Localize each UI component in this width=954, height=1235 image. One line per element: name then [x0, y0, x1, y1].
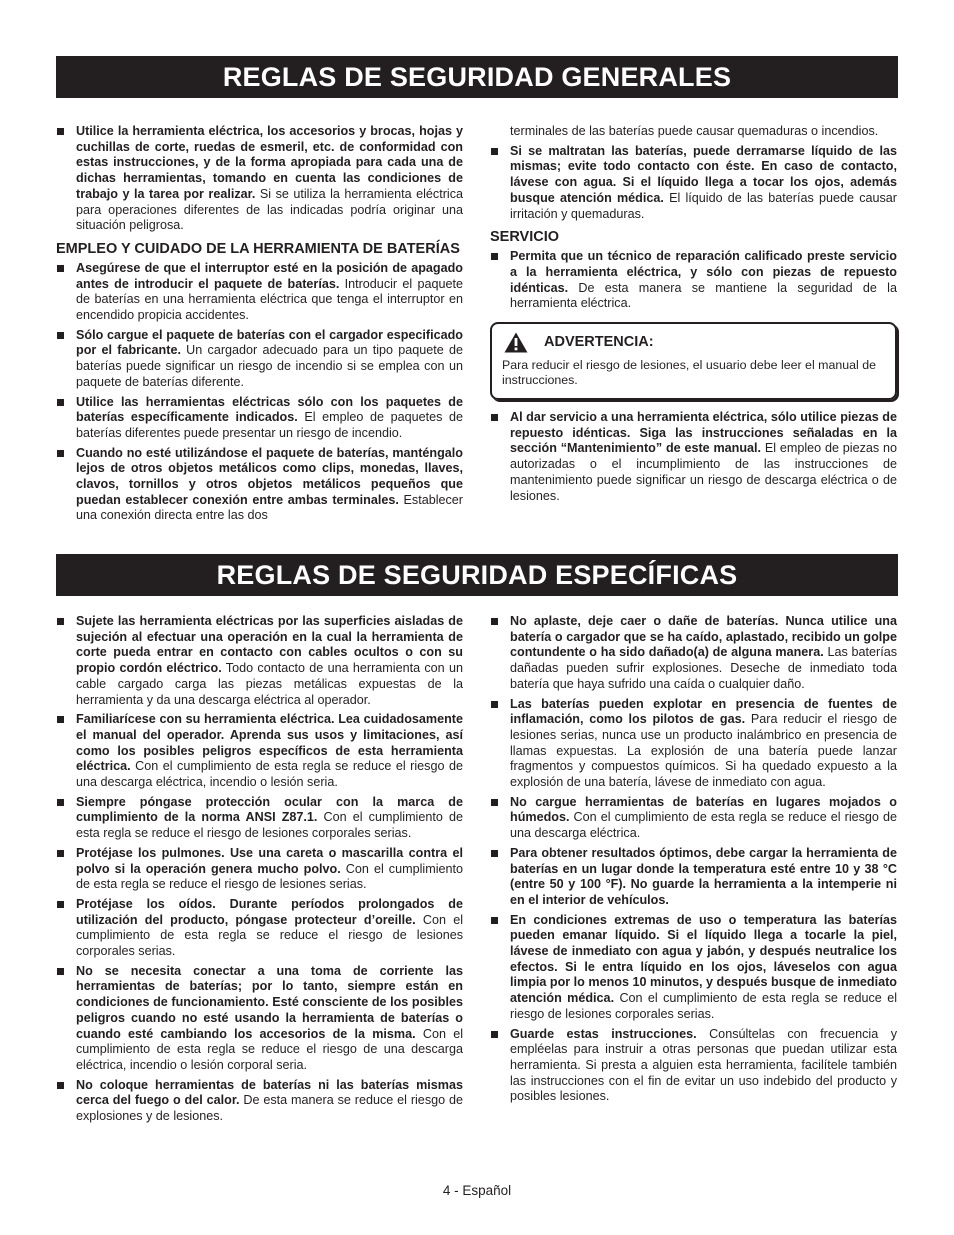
specific-right-column: [490, 614, 897, 1109]
square-bullet-icon: [57, 901, 64, 908]
list-item: Sólo cargue el paquete de baterías con el cargador especificado por el fabricante. Un cargador adecuado para un tipo paquete de baterías puede significar un riesgo de incendio si se emplea con un paquete de baterías diferente.: [56, 328, 463, 391]
section-title-general: REGLAS DE SEGURIDAD GENERALES: [56, 56, 898, 98]
square-bullet-icon: [57, 850, 64, 857]
warning-triangle-icon: [504, 332, 528, 353]
square-bullet-icon: [491, 799, 498, 806]
section-heading-service: SERVICIO: [490, 229, 560, 246]
square-bullet-icon: [57, 799, 64, 806]
list-item: Protéjase los pulmones. Use una careta o mascarilla contra el polvo si la operación genera mucho polvo. Con el cumplimiento de esta regla se reduce el riesgo de lesiones serias.: [56, 846, 463, 893]
square-bullet-icon: [57, 968, 64, 975]
square-bullet-icon: [491, 148, 498, 155]
square-bullet-icon: [491, 253, 498, 260]
specific-left-column: [56, 614, 463, 1129]
list-item: Protéjase los oídos. Durante períodos prolongados de utilización del producto, póngase protecteur d’oreille. Con el cumplimiento de esta regla se reduce el riesgo de lesiones corporales serias.: [56, 897, 463, 960]
list-item: Siempre póngase protección ocular con la marca de cumplimiento de la norma ANSI Z87.1. Con el cumplimiento de esta regla se reduce el riesgo de lesiones corporales serias.: [56, 795, 463, 842]
square-bullet-icon: [57, 265, 64, 272]
section-heading-battery-use: EMPLEO Y CUIDADO DE LA HERRAMIENTA DE BATERÍAS: [56, 240, 460, 257]
square-bullet-icon: [57, 1082, 64, 1089]
square-bullet-icon: [491, 850, 498, 857]
list-item: No cargue herramientas de baterías en lugares mojados o húmedos. Con el cumplimiento de esta regla se reduce el riesgo de una descarga eléctrica.: [490, 795, 897, 842]
list-item: Guarde estas instrucciones. Consúltelas con frecuencia y empléelas para instruir a otras personas que puedan utilizar esta herramienta. Si presta a alguien esta herramienta, facilítele también las instrucciones con el fin de evitar un uso indebido del producto y posibles lesiones.: [490, 1027, 897, 1106]
continued-text: terminales de las baterías puede causar quemaduras o incendios.: [510, 124, 879, 138]
square-bullet-icon: [57, 128, 64, 135]
list-item: No coloque herramientas de baterías ni las baterías mismas cerca del fuego o del calor. De esta manera se reduce el riesgo de explosiones y de lesiones.: [56, 1078, 463, 1125]
list-item: Sujete las herramienta eléctricas por las superficies aisladas de sujeción al efectuar una operación en la cual la herramienta de corte pueda entrar en contacto con cables ocultos o con su propio cordón eléctrico. Todo contacto de una herramienta con un cable cargado carga las piezas metálicas expuestas de la herramienta y da una descarga eléctrica al operador.: [56, 614, 463, 708]
square-bullet-icon: [57, 332, 64, 339]
square-bullet-icon: [57, 450, 64, 457]
section-title-specific: REGLAS DE SEGURIDAD ESPECÍFICAS: [56, 554, 898, 596]
square-bullet-icon: [57, 399, 64, 406]
list-item: Si se maltratan las baterías, puede derramarse líquido de las mismas; evite todo contacto con éste. En caso de contacto, lávese con agua. Si el líquido llega a tocar los ojos, además busque atención médica. El líquido de las baterías puede causar irritación y quemaduras.: [490, 144, 897, 223]
square-bullet-icon: [491, 414, 498, 421]
square-bullet-icon: [491, 1031, 498, 1038]
general-right-column: [490, 124, 897, 508]
list-item: Familiarícese con su herramienta eléctrica. Lea cuidadosamente el manual del operador. Aprenda sus usos y limitaciones, así como los posibles peligros específicos de esta herramienta eléctrica. Con el cumplimiento de esta regla se reduce el riesgo de una descarga eléctrica, incendio o lesión seria.: [56, 712, 463, 791]
list-item: No se necesita conectar a una toma de corriente las herramientas de baterías; por lo tanto, siempre están en condiciones de funcionamiento. Esté consciente de los posibles peligros cuando no esté usando la herramienta de baterías o cuando esté cambiando los accesorios de la misma. Con el cumplimiento de esta regla se reduce el riesgo de una descarga eléctrica, incendio o lesión corporal seria.: [56, 964, 463, 1074]
square-bullet-icon: [57, 716, 64, 723]
list-item: En condiciones extremas de uso o temperatura las baterías pueden emanar líquido. Si el líquido llega a tocarle la piel, lávese de inmediato con agua y jabón, y después neutralice los efectos. Si le entra líquido en los ojos, láveselos con agua limpia por lo menos 10 minutos, y después busque de inmediato atención médica. Con el cumplimiento de esta regla se reduce el riesgo de lesiones corporales serias.: [490, 913, 897, 1023]
square-bullet-icon: [491, 701, 498, 708]
square-bullet-icon: [491, 917, 498, 924]
list-item: Al dar servicio a una herramienta eléctrica, sólo utilice piezas de repuesto idénticas. Siga las instrucciones señaladas en la sección “Mantenimiento” de este manual. El empleo de piezas no autorizadas o el incumplimiento de las instrucciones de mantenimiento puede significar un riesgo de descarga eléctrica o de lesiones.: [490, 410, 897, 504]
list-item: Utilice la herramienta eléctrica, los accesorios y brocas, hojas y cuchillas de corte, ruedas de esmeril, etc. de conformidad con estas instrucciones, y de la forma apropiada para cada una de dichas herramientas, tomando en cuenta las condiciones de trabajo y la tarea por realizar. Si se utiliza la herramienta eléctrica para operaciones diferentes de las indicadas podría originar una situación peligrosa.: [56, 124, 463, 234]
list-item: Permita que un técnico de reparación calificado preste servicio a la herramienta eléctrica, y sólo con piezas de repuesto idénticas. De esta manera se mantiene la seguridad de la herramienta eléctrica.: [490, 249, 897, 312]
square-bullet-icon: [491, 618, 498, 625]
list-item: Las baterías pueden explotar en presencia de fuentes de inflamación, como los pilotos de gas. Para reducir el riesgo de lesiones serias, nunca use un producto inalámbrico en presencia de llamas expuestas. La explosión de una batería puede lanzar fragmentos y compuestos químicos. Si ha quedado expuesto a la explosión de una batería, lávese de inmediato con agua.: [490, 697, 897, 791]
list-item: Cuando no esté utilizándose el paquete de baterías, manténgalo lejos de otros objetos metálicos como clips, monedas, llaves, clavos, tornillos y otros objetos metálicos pequeños que puedan establecer conexión entre ambas terminales. Establecer una conexión directa entre las dos: [56, 446, 463, 525]
warning-text: Para reducir el riesgo de lesiones, el usuario debe leer el manual de instrucciones.: [502, 358, 877, 388]
list-item: Asegúrese de que el interruptor esté en la posición de apagado antes de introducir el paquete de baterías. Introducir el paquete de baterías en una herramienta eléctrica que tenga el interruptor en encendido propicia accidentes.: [56, 261, 463, 324]
list-item: Utilice las herramientas eléctricas sólo con los paquetes de baterías específicamente indicados. El empleo de paquetes de baterías diferentes puede presentar un riesgo de incendio.: [56, 395, 463, 442]
page-number: 4 - Español: [442, 1183, 512, 1198]
square-bullet-icon: [57, 618, 64, 625]
warning-box: [490, 322, 897, 400]
general-left-column: [56, 124, 463, 528]
list-item: Para obtener resultados óptimos, debe cargar la herramienta de baterías en un lugar donde la temperatura esté entre 10 y 38 °C (entre 50 y 100 °F). No guarde la herramienta a la intemperie ni en el interior de vehículos.: [490, 846, 897, 909]
warning-title: ADVERTENCIA:: [544, 333, 654, 350]
list-item: No aplaste, deje caer o dañe de baterías. Nunca utilice una batería o cargador que se ha caído, aplastado, recibido un golpe contundente o ha sido dañado(a) de alguna manera. Las baterías dañadas pueden sufrir explosiones. Deseche de inmediato toda batería que haya sufrido una caída o cualquier daño.: [490, 614, 897, 693]
